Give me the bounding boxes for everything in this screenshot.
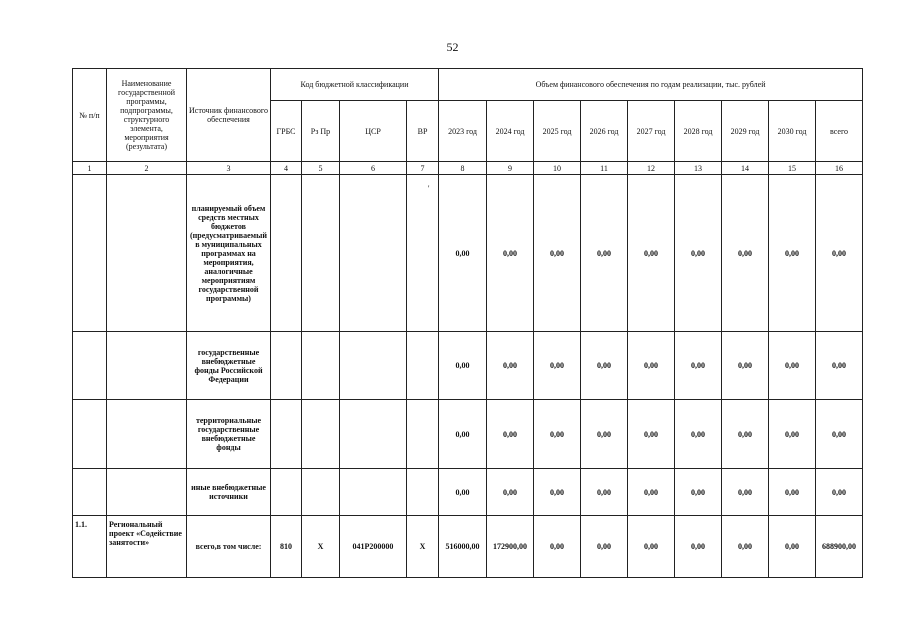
row-value: 0,00	[675, 516, 722, 578]
row-value: 0,00	[628, 516, 675, 578]
row-source: государственные внебюджетные фонды Российской Федерации	[187, 332, 271, 400]
row-value: 0,00	[581, 332, 628, 400]
row-value: 0,00	[581, 400, 628, 469]
row-value: 0,00	[487, 332, 534, 400]
row-code: 041P200000	[340, 516, 407, 578]
column-number: 5	[302, 162, 340, 175]
column-number: 10	[534, 162, 581, 175]
column-number: 9	[487, 162, 534, 175]
header-code-col: Рз Пр	[302, 101, 340, 162]
row-num	[73, 400, 107, 469]
header-year-col: 2027 год	[628, 101, 675, 162]
row-value: 0,00	[534, 400, 581, 469]
header-budget-code: Код бюджетной классификации	[271, 69, 439, 101]
table-row	[73, 332, 863, 400]
row-code	[271, 400, 302, 469]
row-code	[407, 400, 439, 469]
row-value: 0,00	[534, 516, 581, 578]
row-value: 516000,00	[439, 516, 487, 578]
row-code	[302, 469, 340, 516]
row-source: планируемый объем средств местных бюджетов (предусматриваемый в муниципальных программах на мероприятия, аналогичные мероприятиям государственной программы)	[187, 175, 271, 332]
row-code	[302, 400, 340, 469]
row-code	[340, 400, 407, 469]
header-code-col: ГРБС	[271, 101, 302, 162]
row-code	[407, 332, 439, 400]
column-number: 3	[187, 162, 271, 175]
row-value: 0,00	[439, 400, 487, 469]
header-year-col: 2025 год	[534, 101, 581, 162]
row-code: 810	[271, 516, 302, 578]
row-value: 0,00	[816, 469, 863, 516]
stray-mark: '	[428, 184, 430, 193]
header-year-col: 2023 год	[439, 101, 487, 162]
header-year-col: 2028 год	[675, 101, 722, 162]
page-number: 52	[446, 40, 459, 54]
row-code	[340, 175, 407, 332]
row-code	[340, 332, 407, 400]
column-number: 1	[73, 162, 107, 175]
row-value: 0,00	[581, 469, 628, 516]
header-financing: Объем финансового обеспечения по годам реализации, тыс. рублей	[439, 69, 863, 101]
header-col-num: № п/п	[73, 69, 107, 162]
row-value: 0,00	[487, 469, 534, 516]
column-number: 7	[407, 162, 439, 175]
row-name	[107, 400, 187, 469]
row-code	[271, 175, 302, 332]
row-name: Региональный проект «Содействие занятости»	[107, 516, 187, 578]
table-row	[73, 400, 863, 469]
row-code	[407, 469, 439, 516]
row-value: 0,00	[534, 332, 581, 400]
column-number: 2	[107, 162, 187, 175]
row-code	[302, 175, 340, 332]
row-source: всего,в том числе:	[187, 516, 271, 578]
row-value: 688900,00	[816, 516, 863, 578]
row-num	[73, 332, 107, 400]
row-num	[73, 175, 107, 332]
header-col-source: Источник финансового обеспечения	[187, 69, 271, 162]
row-value: 172900,00	[487, 516, 534, 578]
row-name	[107, 332, 187, 400]
row-value: 0,00	[534, 469, 581, 516]
column-number: 14	[722, 162, 769, 175]
row-value: 0,00	[769, 400, 816, 469]
row-name	[107, 469, 187, 516]
row-value: 0,00	[675, 400, 722, 469]
row-value: 0,00	[722, 400, 769, 469]
row-value: 0,00	[769, 175, 816, 332]
row-value: 0,00	[675, 175, 722, 332]
column-number: 12	[628, 162, 675, 175]
row-source: иные внебюджетные источники	[187, 469, 271, 516]
table-row	[73, 516, 863, 578]
row-value: 0,00	[581, 175, 628, 332]
row-value: 0,00	[769, 516, 816, 578]
header-col-name: Наименование государственной программы, подпрограммы, структурного элемента, мероприятия (результата)	[107, 69, 187, 162]
row-value: 0,00	[675, 469, 722, 516]
row-value: 0,00	[628, 332, 675, 400]
column-number: 15	[769, 162, 816, 175]
row-value: 0,00	[628, 469, 675, 516]
row-num: 1.1.	[73, 516, 107, 578]
row-value: 0,00	[816, 175, 863, 332]
row-value: 0,00	[628, 175, 675, 332]
row-code	[302, 332, 340, 400]
row-value: 0,00	[439, 469, 487, 516]
row-value: 0,00	[722, 175, 769, 332]
row-code: X	[302, 516, 340, 578]
header-year-col: 2024 год	[487, 101, 534, 162]
row-value: 0,00	[487, 175, 534, 332]
row-code: X	[407, 516, 439, 578]
header-year-col: 2029 год	[722, 101, 769, 162]
row-code	[271, 469, 302, 516]
table-row	[73, 175, 863, 332]
header-code-col: ВР	[407, 101, 439, 162]
row-source: территориальные государственные внебюджетные фонды	[187, 400, 271, 469]
row-code	[340, 469, 407, 516]
column-number: 4	[271, 162, 302, 175]
column-number: 6	[340, 162, 407, 175]
row-name	[107, 175, 187, 332]
header-code-col: ЦСР	[340, 101, 407, 162]
row-value: 0,00	[722, 469, 769, 516]
row-value: 0,00	[439, 332, 487, 400]
financing-table	[72, 68, 863, 578]
row-value: 0,00	[581, 516, 628, 578]
row-value: 0,00	[816, 332, 863, 400]
column-number: 11	[581, 162, 628, 175]
header-year-col: 2030 год	[769, 101, 816, 162]
row-value: 0,00	[534, 175, 581, 332]
row-value: 0,00	[675, 332, 722, 400]
row-value: 0,00	[628, 400, 675, 469]
row-value: 0,00	[722, 332, 769, 400]
column-number: 16	[816, 162, 863, 175]
column-number-row	[73, 162, 863, 175]
row-code	[271, 332, 302, 400]
column-number: 13	[675, 162, 722, 175]
row-value: 0,00	[722, 516, 769, 578]
header-year-col: 2026 год	[581, 101, 628, 162]
row-code	[407, 175, 439, 332]
row-value: 0,00	[487, 400, 534, 469]
row-value: 0,00	[769, 332, 816, 400]
column-number: 8	[439, 162, 487, 175]
table-row	[73, 469, 863, 516]
row-value: 0,00	[439, 175, 487, 332]
row-num	[73, 469, 107, 516]
row-value: 0,00	[769, 469, 816, 516]
row-value: 0,00	[816, 400, 863, 469]
header-year-col: всего	[816, 101, 863, 162]
